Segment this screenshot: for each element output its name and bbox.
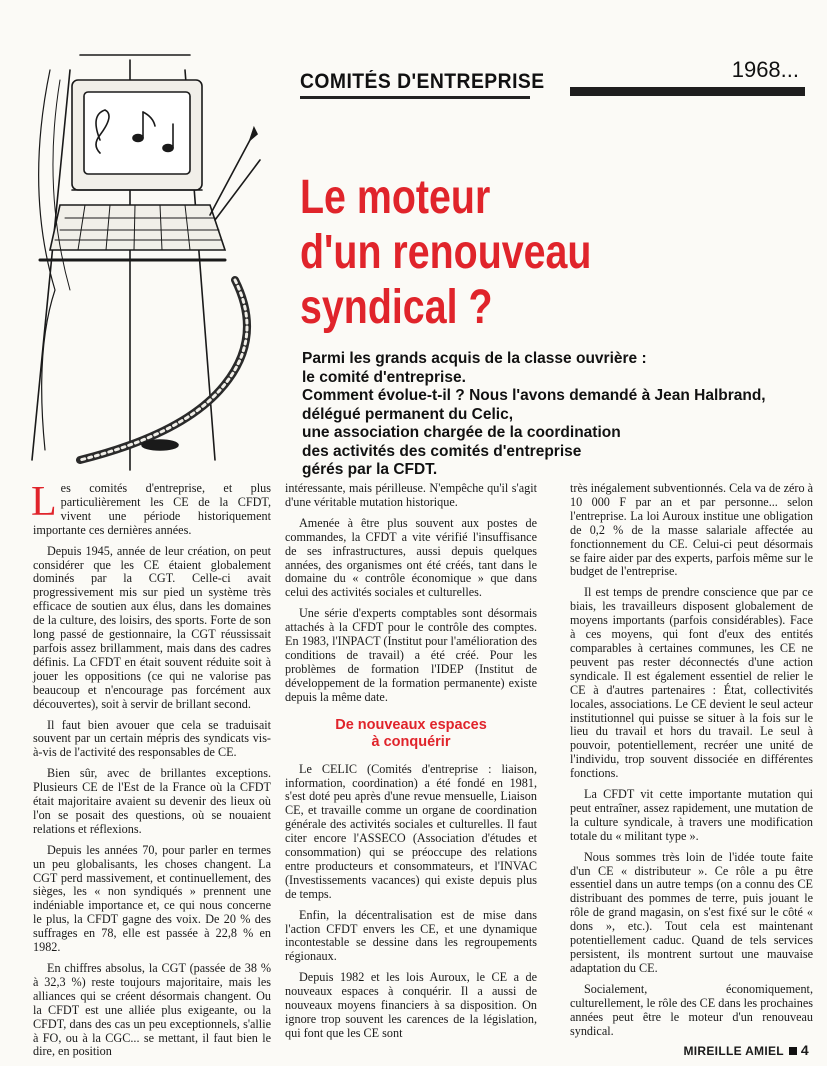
paragraph: Socialement, économiquement, culturellement, le rôle des CE dans les prochaines années peut être le moteur d'un renouveau syndical. [570, 981, 813, 1038]
paragraph [31, 479, 271, 538]
standfirst-line: Comment évolue-t-il ? Nous l'avons demandé à Jean Halbrand, [302, 387, 766, 404]
paragraph: Le CELIC (Comités d'entreprise : liaison, information, coordination) a été fondé en 1981, s'est doté peu après d'une revue mensuelle, Liaison CE, et travaille comme un organe de coordination générale des activités sociales et culturelles. Il faut citer encore l'ASSECO (Association d'études et consommation) qui se préoccupe des relations entre producteurs et consommateurs, et l'INVAC (Investissements vacances) qui existe depuis plus de temps. [285, 761, 537, 901]
headline-line: Le moteur [300, 171, 491, 224]
headline-line: d'un renouveau [300, 226, 592, 279]
section-rule [300, 96, 530, 99]
subheading-line: à conquérir [371, 733, 451, 750]
standfirst-line: une association chargée de la coordination [302, 424, 621, 441]
year-label: 1968... [731, 57, 799, 82]
article-column-1 [31, 479, 271, 1066]
standfirst-line: des activités des comités d'entreprise [302, 442, 582, 460]
drop-cap: L [31, 479, 57, 525]
section-label: COMITÉS D'ENTREPRISE [300, 70, 545, 93]
paragraph: très inégalement subventionnés. Cela va de zéro à 10 000 F par an et par personne... selon l'entreprise. La loi Auroux institue une obligation de 0,2 % de la masse salariale affectée au fonctionnement du CE. Celui-ci peut désormais se faire aider par des experts, parfois même sur le budget de l'entreprise. [570, 481, 813, 579]
paragraph: Amenée à être plus souvent aux postes de commandes, la CFDT a vite vérifié l'insuffisance de ses infrastructures, aussi depuis quelques années, des organismes ont été créés, tant dans le domaine du « contrôle économique » que dans celui des activités sociales et culturelles. [285, 515, 537, 600]
paragraph: La CFDT vit cette importante mutation qui peut entraîner, assez rapidement, une mutation de la culture syndicale, à travers une modification totale du « militant type ». [570, 787, 813, 843]
author-name: MIREILLE AMIEL [683, 1044, 784, 1058]
subheading-line: De nouveaux espaces [335, 716, 487, 733]
headline-line: syndical ? [300, 281, 493, 334]
year-rule [570, 87, 805, 96]
paragraph: Il faut bien avouer que cela se traduisait souvent par un certain mépris des syndicats vis-à-vis de l'activité des responsables de CE. [33, 717, 271, 760]
standfirst-line: le comité d'entreprise. [302, 368, 466, 386]
standfirst-line: gérés par la CFDT. [302, 461, 438, 478]
paragraph: Il est temps de prendre conscience que par ce biais, les travailleurs disposent globalement de moyens importants (parfois considérables). Face à ces moyens, qui font d'eux des entités comparables à certaines communes, les CE ne peuvent pas rester déconnectés d'une action syndicale. Il est également essentiel de relier le CE à d'autres partenaires : État, collectivités locales, associations. Le CE devient le seul acteur institutionnel qui puisse se situer à la fois sur le lieu du travail et hors du travail. Le seul à pouvoir, potentiellement, recréer une unité de l'individu, trop souvent dissociée en différentes fonctions. [570, 585, 813, 781]
article-column-2 [285, 482, 537, 1048]
computer-easel-illustration-icon [10, 40, 275, 480]
headline [300, 170, 592, 335]
standfirst-line: délégué permanent du Celic, [302, 405, 514, 423]
standfirst [302, 350, 822, 480]
paragraph: Nous sommes très loin de l'idée toute faite d'un CE « distributeur ». Ce rôle a pu être essentiel dans un autre temps (on a connu des CE distribuant des pommes de terre, puis jouant le rôle de grand magasin, on s'est fixé sur le côté « dons », etc.). Tout cela est maintenant potentiellement caduc. Quand de tels services persistent, ils montrent surtout une mauvaise adaptation du CE. [570, 849, 813, 975]
paragraph: Depuis les années 70, pour parler en termes un peu globalisants, les choses changent. La CGT perd massivement, et continuellement, des sièges, les « non syndiqués » prennent une indéniable importance et, ce qui nous concerne le plus, la CFDT gagne des voix. De 20 % des suffrages en 78, elle est passée à 22,8 % en 1982. [33, 842, 271, 955]
author-signature [683, 1042, 809, 1058]
paragraph: En chiffres absolus, la CGT (passée de 38 % à 32,3 %) reste toujours majoritaire, mais les alliances qui se créent désormais changent. Ou la CFDT est une alliée plus exigeante, ou la CFDT, dans des cas un peu exceptionnels, s'allie à FO, ou à la CGC... se mettant, il faut bien le dire, en position [33, 961, 271, 1059]
paragraph: Bien sûr, avec de brillantes exceptions. Plusieurs CE de l'Est de la France où la CFDT était majoritaire avaient su devenir des lieux où l'on se posait des questions, où se nouaient relations et réflexions. [33, 766, 271, 836]
paragraph: Depuis 1982 et les lois Auroux, le CE a de nouveaux espaces à conquérir. Il a aussi de nouveaux moyens financiers à sa disposition. On ignore trop souvent les carences de la législation, qui font que les CE sont [285, 970, 537, 1040]
paragraph-text: es comités d'entreprise, et plus particulièrement les CE de la CFDT, vivent une période historiquement importante ces dernières années. [33, 481, 271, 537]
square-bullet-icon [789, 1047, 797, 1055]
page-number: 4 [800, 1042, 809, 1058]
paragraph: Depuis 1945, année de leur création, on peut considérer que les CE étaient globalement dominés par la CGT. Celle-ci avait progressivement mis sur pied un système très efficace de soutien aux élus, dans les domaines de la culture, des loisirs, des sports. Forte de son long passé de gestionnaire, la CGT réussissait parfois assez brillamment, mais dans des cadres définis. La CFDT en était souvent réduite soit à jouer les oppositions (ce qui ne valorise pas beaucoup et n'encourage pas forcément aux découvertes), soit à servir de brillant second. [33, 543, 271, 711]
subheading [285, 717, 537, 751]
paragraph: Une série d'experts comptables sont désormais attachés à la CFDT pour le contrôle des comptes. En 1983, l'INPACT (Institut pour l'amélioration des conditions de travail) a été créé. Pour les problèmes de formation l'IDEP (Institut de développement de la formation permanente) existe depuis la même date. [285, 606, 537, 704]
standfirst-line: Parmi les grands acquis de la classe ouvrière : [302, 350, 647, 367]
article-column-3 [570, 482, 813, 1045]
paragraph: intéressante, mais périlleuse. N'empêche qu'il s'agit d'une véritable mutation historique. [285, 481, 537, 509]
paragraph: Enfin, la décentralisation est de mise dans l'action CFDT envers les CE, et une dynamique incontestable se dessine dans les regroupements régionaux. [285, 907, 537, 964]
